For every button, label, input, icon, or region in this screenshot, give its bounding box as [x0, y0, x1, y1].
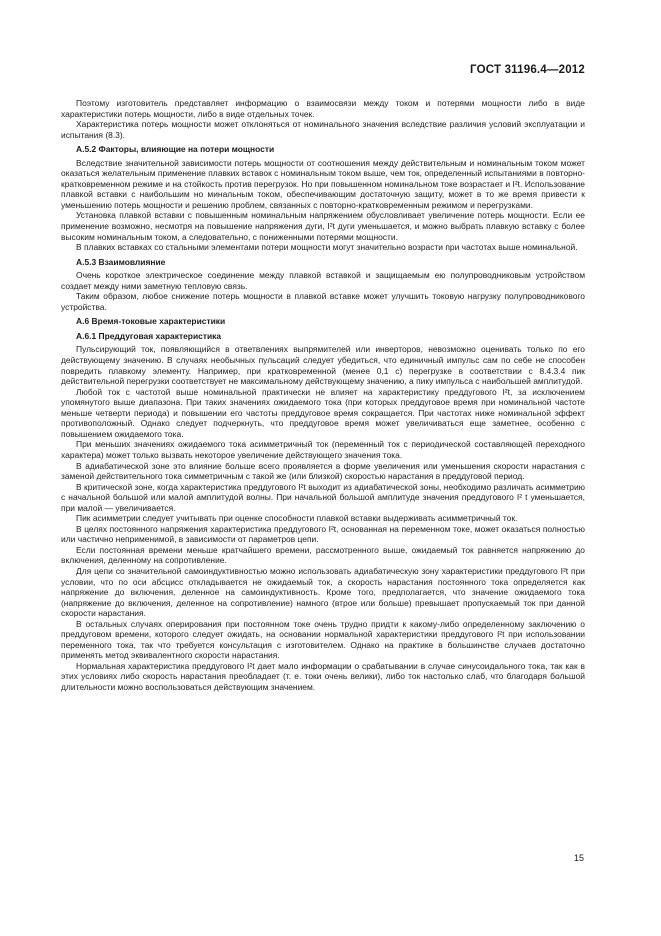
section-heading: А.6 Время-токовые характеристики	[76, 316, 226, 327]
document-body	[61, 98, 585, 693]
section-heading: А.5.2 Факторы, влияющие на потери мощности	[76, 144, 275, 155]
paragraph: В остальных случаях оперирования при постоянном токе очень трудно придти к какому-либо определенному заключению о преддуговом времени, которого следует ожидать, на основании нормальной характеристики преддугового I²t при использовании переменного тока, так что требуется консультация с изготовителем. Однако на практике в большинстве случаев достаточно применять метод эквивалентного скорости нарастания.	[61, 618, 585, 661]
paragraph: Поэтому изготовитель представляет информацию о взаимосвязи между током и потерями мощности либо в виде характеристики потерь мощности, либо в виде отдельных точек.	[61, 98, 585, 119]
paragraph: Для цепи со значительной самоиндуктивностью можно использовать адиабатическую зону характеристики преддугового I²t при условии, что по оси абсцисс откладывается не ожидаемый ток, а скорость нарастания постоянного тока определяется как напряжение до включения, деленное на самоиндуктивность. Кроме того, предполагается, что значение ожидаемого тока (напряжение до включения, деленное на сопротивление) намного (втрое или больше) превышает пропускаемый ток при данной скорости нарастания.	[61, 565, 585, 619]
paragraph: Таким образом, любое снижение потерь мощности в плавкой вставке может улучшить токовую нагрузку полупроводникового устройства.	[61, 291, 585, 312]
section-heading: А.5.3 Взаимовлияние	[76, 256, 166, 267]
paragraph: В целях постоянного напряжения характеристика преддугового I²t, основанная на переменном токе, может оказаться полностью или частично неприменимой, в зависимости от параметров цепи.	[61, 523, 585, 545]
paragraph: Если постоянная времени меньше кратчайшего времени, рассмотренного выше, ожидаемый ток равняется напряжению до включения, деленному на сопротивление.	[61, 544, 585, 566]
paragraph: Установка плавкой вставки с повышенным номинальным напряжением обусловливает увеличение потерь мощности. Если ее применение возможно, несмотря на повышение напряжения дуги, I²t дуги уменьшается, и можно выбрать плавкую вставку с более высоким номинальным током, а следовательно, с пониженными потерями мощности.	[61, 210, 585, 242]
paragraph: Любой ток с частотой выше номинальной практически не влияет на характеристику преддугового I²t, за исключением упомянутого выше диапазона. При таких значениях ожидаемого тока (при которых преддуговое время при номинальной частоте меньше четверти периода) и повышении его частоты преддуговое время сокращается. При частотах ниже номинальной эффект противоположный. Однако следует подчеркнуть, что преддуговое время может увеличиваться еще заметнее, особенно с повышением ожидаемого тока.	[61, 386, 585, 439]
standard-id-header: ГОСТ 31196.4—2012	[470, 64, 585, 76]
paragraph: Очень короткое электрическое соединение между плавкой вставкой и защищаемым ею полупроводниковым устройством создает между ними заметную тепловую связь.	[61, 270, 585, 291]
paragraph: Нормальная характеристика преддугового I²t дает мало информации о срабатывании в случае синусоидального тока, так как в этих условиях либо скорость нарастания преобладает (т. е. токи очень велики), либо ток настолько слаб, что благодаря большой длительности можно воспользоваться действующим значением.	[61, 660, 585, 692]
paragraph: Характеристика потерь мощности может отклоняться от номинального значения вследствие различия условий эксплуатации и испытания (8.3).	[61, 119, 585, 140]
paragraph: В критической зоне, когда характеристика преддугового I²t выходит из адиабатической зоны, необходимо различать асимметрию с начальной большой или малой амплитудой волны. При начальной большой амплитуде значения преддугового I² t уменьшается, при малой — увеличивается.	[61, 481, 585, 513]
page-number: 15	[573, 853, 584, 863]
section-heading: А.6.1 Преддуговая характеристика	[76, 330, 222, 341]
paragraph: Пик асимметрии следует учитывать при оценке способности плавкой вставки выдерживать асимметричный ток.	[76, 513, 518, 524]
paragraph: В адиабатической зоне это влияние больше всего проявляется в форме увеличения или уменьшения скорости нарастания с заменой действительного тока симметричным с такой же (или близкой) скоростью нарастания в преддуговой период.	[61, 460, 585, 482]
paragraph: При меньших значениях ожидаемого тока асимметричный ток (переменный ток с периодической составляющей переходного характера) может только вызвать некоторое увеличение действующего значения тока.	[61, 439, 585, 460]
paragraph: Вследствие значительной зависимости потерь мощности от соотношения между действительным и номинальным током может оказаться желательным применение плавких вставок с номинальным током выше, чем ток, определенный испытаниями в повторно-кратковременном режиме и на стойкость против перегрузок. Но при повышенном номинальном токе возрастает и I²t. Использование плавкой вставки с наибольшим но минальным током, обеспечивающим достаточную защиту, может в то же время привести к уменьшению потерь мощности и решению проблем, связанных с повторно-кратковременным режимом и перегрузками.	[61, 157, 585, 210]
paragraph: В плавких вставках со стальными элементами потери мощности могут значительно возрасти при частотах выше номинальной.	[76, 242, 578, 253]
paragraph: Пульсирующий ток, появляющийся в ответвлениях выпрямителей или инверторов, невозможно оценивать только по его действующему значению. В случаях необычных пульсаций следует убедиться, что единичный импульс сам по себе не способен повредить плавкому элементу. Например, при кратковременной (менее 0,1 с) перегрузке в соответствии с 8.4.3.4 пик действительной перегрузки соответствует не максимальному действующему значению, а пику импульса с наибольшей амплитудой.	[61, 344, 585, 387]
